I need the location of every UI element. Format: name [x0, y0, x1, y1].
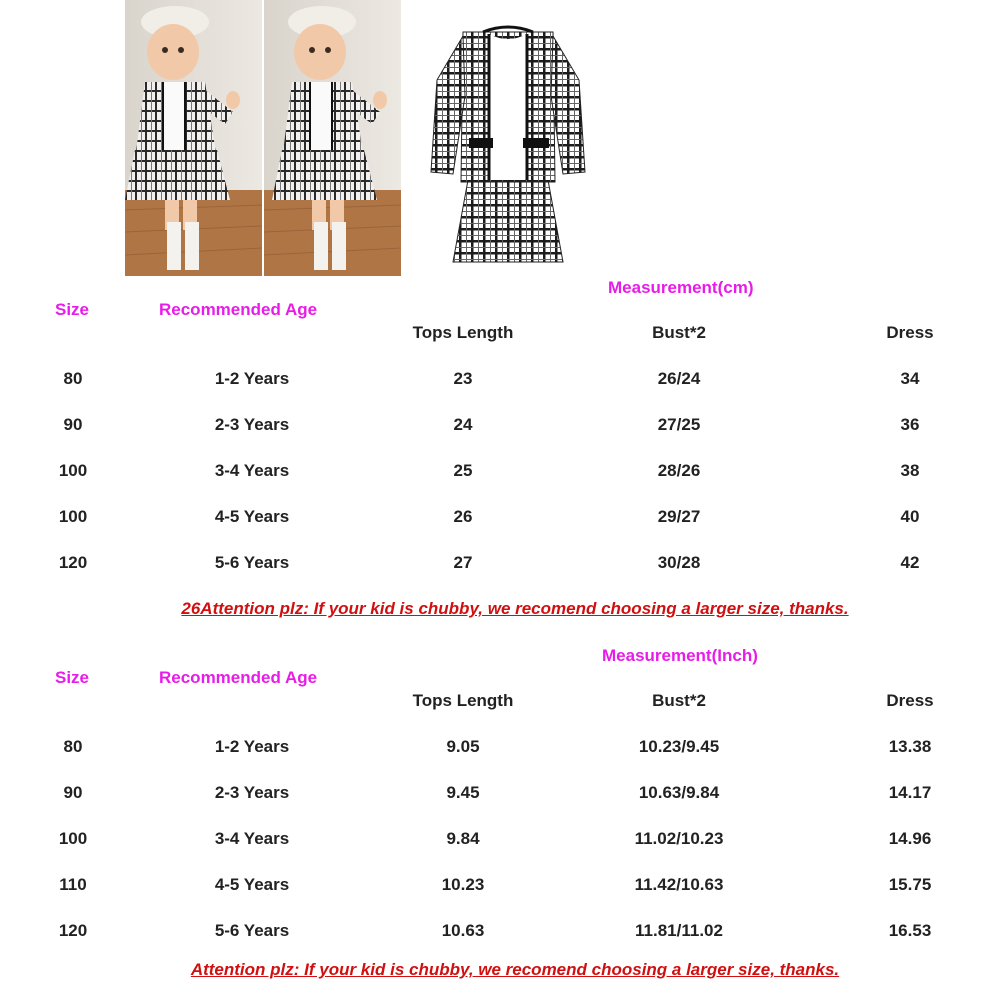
table-cell-age: 2-3 Years	[214, 783, 290, 802]
table-cell-tops: 9.45	[446, 783, 480, 802]
table-cell-age: 4-5 Years	[214, 875, 290, 894]
table-cell-bust: 27/25	[657, 415, 701, 434]
table-cell-dress: 15.75	[888, 875, 932, 894]
table-cell-bust: 11.02/10.23	[634, 829, 724, 848]
table-cell-tops: 10.63	[441, 921, 485, 940]
table-cell-age: 5-6 Years	[214, 553, 290, 572]
table-cell-size: 100	[58, 507, 88, 526]
table-cell-size: 120	[58, 921, 88, 940]
recommended-age-header: Recommended Age	[159, 668, 318, 687]
table-cell-bust: 10.23/9.45	[638, 737, 720, 756]
table-cell-dress: 42	[900, 553, 920, 572]
table-cell-dress: 34	[900, 369, 920, 388]
table-cell-dress: 36	[900, 415, 920, 434]
dress-header: Dress	[886, 691, 934, 710]
table-cell-size: 80	[63, 737, 83, 756]
dress-header: Dress	[886, 323, 934, 342]
table-cell-tops: 27	[453, 553, 473, 572]
table-cell-bust: 29/27	[657, 507, 701, 526]
table-cell-bust: 28/26	[657, 461, 701, 480]
table-cell-age: 5-6 Years	[214, 921, 290, 940]
table-cell-tops: 23	[453, 369, 473, 388]
product-flat-lay	[423, 0, 593, 276]
table-cell-size: 80	[63, 369, 83, 388]
table-cell-bust: 10.63/9.84	[638, 783, 720, 802]
table-cell-dress: 38	[900, 461, 920, 480]
bust-header: Bust*2	[652, 323, 706, 342]
table-cell-bust: 26/24	[657, 369, 701, 388]
table-cell-age: 3-4 Years	[214, 461, 290, 480]
tops-length-header: Tops Length	[412, 691, 514, 710]
tops-length-header: Tops Length	[412, 323, 514, 342]
measurement-inch-title: Measurement(Inch)	[602, 646, 758, 665]
table-cell-bust: 11.81/11.02	[635, 921, 723, 940]
table-cell-dress: 14.96	[888, 829, 932, 848]
table-cell-size: 100	[58, 461, 88, 480]
table-cell-age: 2-3 Years	[214, 415, 290, 434]
table-cell-tops: 9.84	[446, 829, 480, 848]
model-photo-side	[264, 0, 401, 276]
table-cell-dress: 14.17	[888, 783, 932, 802]
size-header: Size	[55, 668, 90, 687]
table-cell-size: 90	[63, 415, 83, 434]
table-cell-age: 3-4 Years	[214, 829, 290, 848]
table-cell-tops: 26	[453, 507, 473, 526]
attention-note-inch: Attention plz: If your kid is chubby, we recomend choosing a larger size, thanks.	[190, 960, 840, 979]
table-cell-size: 90	[63, 783, 83, 802]
recommended-age-header: Recommended Age	[159, 300, 318, 319]
table-cell-age: 4-5 Years	[214, 507, 290, 526]
table-cell-dress: 13.38	[888, 737, 932, 756]
table-cell-age: 1-2 Years	[214, 737, 290, 756]
table-cell-dress: 16.53	[888, 921, 932, 940]
table-cell-size: 110	[59, 875, 87, 894]
model-photo-front	[125, 0, 262, 276]
measurement-cm-title: Measurement(cm)	[608, 278, 754, 297]
bust-header: Bust*2	[652, 691, 706, 710]
table-cell-tops: 24	[453, 415, 473, 434]
table-cell-tops: 25	[453, 461, 473, 480]
table-cell-age: 1-2 Years	[214, 369, 290, 388]
attention-note-cm: 26Attention plz: If your kid is chubby, we recomend choosing a larger size, thanks.	[181, 599, 849, 618]
table-cell-bust: 11.42/10.63	[634, 875, 724, 894]
size-header: Size	[55, 300, 90, 319]
table-cell-bust: 30/28	[657, 553, 701, 572]
table-cell-size: 100	[58, 829, 88, 848]
table-cell-size: 120	[58, 553, 88, 572]
table-cell-dress: 40	[900, 507, 920, 526]
table-cell-tops: 9.05	[446, 737, 480, 756]
table-cell-tops: 10.23	[441, 875, 485, 894]
